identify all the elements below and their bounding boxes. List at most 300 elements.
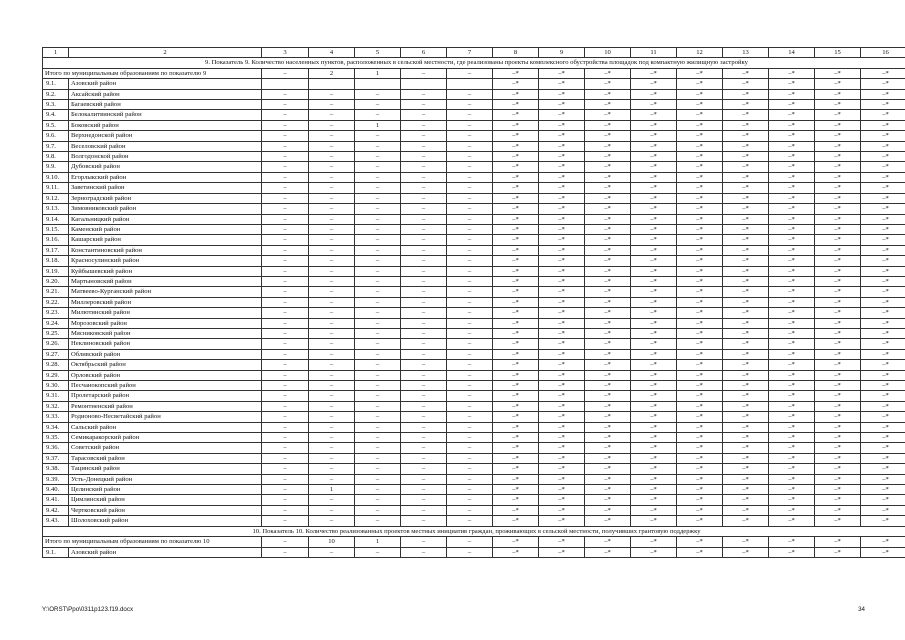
value-cell: –* (815, 297, 861, 307)
total-value: – (447, 68, 493, 78)
value-cell: – (401, 339, 447, 349)
value-cell: – (401, 89, 447, 99)
value-cell: –* (539, 349, 585, 359)
row-number: 9.27. (43, 349, 69, 359)
value-cell: –* (861, 308, 905, 318)
value-cell: – (355, 485, 401, 495)
value-cell: –* (861, 297, 905, 307)
value-cell: – (447, 224, 493, 234)
value-cell: –* (723, 412, 769, 422)
value-cell: – (447, 297, 493, 307)
value-cell: –* (861, 162, 905, 172)
value-cell: –* (631, 204, 677, 214)
value-cell: –* (585, 308, 631, 318)
header-cell: 13 (723, 48, 769, 58)
value-cell: –* (493, 401, 539, 411)
value-cell: –* (723, 464, 769, 474)
row-number: 9.22. (43, 297, 69, 307)
value-cell: –* (815, 276, 861, 286)
section-title-row (43, 58, 905, 68)
district-name: Шолоховский район (69, 516, 262, 526)
district-name: Зерноградский район (69, 193, 262, 203)
value-cell: – (401, 162, 447, 172)
value-cell: –* (493, 172, 539, 182)
value-cell: –* (585, 131, 631, 141)
value-cell: –* (585, 474, 631, 484)
value-cell: –* (861, 172, 905, 182)
total-value: –* (631, 537, 677, 547)
indicator-table (42, 47, 905, 558)
value-cell: –* (493, 474, 539, 484)
value-cell: – (447, 100, 493, 110)
value-cell: – (447, 422, 493, 432)
value-cell: –* (723, 266, 769, 276)
value-cell: – (447, 204, 493, 214)
value-cell: –* (631, 89, 677, 99)
value-cell: –* (539, 401, 585, 411)
value-cell: –* (815, 120, 861, 130)
row-number: 9.15. (43, 224, 69, 234)
value-cell: – (401, 464, 447, 474)
value-cell: –* (539, 516, 585, 526)
district-name: Родионово-Несветайский район (69, 412, 262, 422)
value-cell: – (447, 193, 493, 203)
value-cell: –* (585, 318, 631, 328)
value-cell: – (355, 287, 401, 297)
value-cell: – (309, 464, 355, 474)
value-cell: –* (539, 505, 585, 515)
header-cell: 14 (769, 48, 815, 58)
value-cell: – (355, 141, 401, 151)
value-cell: – (355, 464, 401, 474)
row-number: 9.42. (43, 505, 69, 515)
value-cell: – (309, 433, 355, 443)
value-cell: –* (677, 433, 723, 443)
table-row (43, 391, 905, 401)
value-cell: –* (493, 224, 539, 234)
value-cell: – (447, 152, 493, 162)
header-cell: 3 (262, 48, 309, 58)
value-cell: – (355, 183, 401, 193)
value-cell: –* (723, 152, 769, 162)
value-cell: –* (677, 474, 723, 484)
value-cell: –* (585, 89, 631, 99)
value-cell: – (447, 412, 493, 422)
value-cell: –* (539, 152, 585, 162)
row-number: 9.36. (43, 443, 69, 453)
district-name: Милютинский район (69, 308, 262, 318)
value-cell: –* (861, 110, 905, 120)
value-cell: –* (769, 328, 815, 338)
value-cell (309, 79, 355, 89)
value-cell: – (355, 131, 401, 141)
value-cell: –* (861, 183, 905, 193)
district-name: Красносулинский район (69, 256, 262, 266)
value-cell: – (262, 339, 309, 349)
value-cell: – (309, 308, 355, 318)
value-cell: – (262, 172, 309, 182)
value-cell: 1 (355, 120, 401, 130)
table-row (43, 120, 905, 130)
total-value: –* (585, 68, 631, 78)
value-cell: –* (677, 245, 723, 255)
value-cell: – (355, 381, 401, 391)
value-cell (447, 79, 493, 89)
value-cell: –* (815, 308, 861, 318)
value-cell: –* (677, 204, 723, 214)
table-row (43, 152, 905, 162)
value-cell: –* (861, 422, 905, 432)
value-cell: –* (769, 453, 815, 463)
row-number: 9.12. (43, 193, 69, 203)
value-cell: – (262, 349, 309, 359)
value-cell: – (309, 245, 355, 255)
value-cell: – (447, 235, 493, 245)
value-cell: –* (769, 245, 815, 255)
total-value: – (401, 537, 447, 547)
district-name: Матвеево-Курганский район (69, 287, 262, 297)
value-cell: –* (585, 328, 631, 338)
value-cell: –* (769, 152, 815, 162)
value-cell: –* (769, 381, 815, 391)
value-cell: –* (631, 172, 677, 182)
value-cell: – (309, 381, 355, 391)
value-cell: –* (631, 276, 677, 286)
value-cell: –* (539, 547, 585, 557)
value-cell: –* (677, 339, 723, 349)
value-cell: –* (493, 245, 539, 255)
value-cell: – (309, 339, 355, 349)
value-cell: – (355, 110, 401, 120)
value-cell: –* (861, 100, 905, 110)
header-cell: 7 (447, 48, 493, 58)
value-cell: –* (539, 433, 585, 443)
value-cell: –* (539, 224, 585, 234)
row-number: 9.16. (43, 235, 69, 245)
value-cell: – (401, 381, 447, 391)
value-cell: –* (493, 516, 539, 526)
value-cell: –* (631, 162, 677, 172)
value-cell: –* (815, 464, 861, 474)
value-cell: – (447, 308, 493, 318)
district-name: Ремонтненский район (69, 401, 262, 411)
value-cell: – (355, 422, 401, 432)
district-name: Целинский район (69, 485, 262, 495)
value-cell: –* (723, 485, 769, 495)
value-cell: –* (769, 120, 815, 130)
value-cell: –* (585, 433, 631, 443)
value-cell: –* (539, 474, 585, 484)
value-cell: – (355, 245, 401, 255)
value-cell: –* (723, 339, 769, 349)
value-cell: –* (815, 214, 861, 224)
total-row (43, 537, 905, 547)
district-name: Азовский район (69, 547, 262, 557)
value-cell: –* (815, 505, 861, 515)
value-cell: – (309, 152, 355, 162)
value-cell: –* (631, 474, 677, 484)
value-cell: –* (815, 391, 861, 401)
value-cell: – (447, 433, 493, 443)
value-cell: – (447, 547, 493, 557)
total-label: Итого по муниципальным образованиям по показателю 9 (43, 68, 262, 78)
value-cell: –* (585, 245, 631, 255)
district-name: Орловский район (69, 370, 262, 380)
value-cell: –* (861, 339, 905, 349)
district-name: Усть-Донецкий район (69, 474, 262, 484)
value-cell: –* (861, 318, 905, 328)
value-cell: – (262, 495, 309, 505)
value-cell: – (355, 360, 401, 370)
value-cell: –* (677, 256, 723, 266)
value-cell: –* (585, 401, 631, 411)
value-cell: – (262, 505, 309, 515)
value-cell: – (401, 287, 447, 297)
value-cell: – (355, 339, 401, 349)
value-cell: –* (769, 110, 815, 120)
value-cell: –* (723, 204, 769, 214)
value-cell: –* (815, 204, 861, 214)
total-value: – (262, 68, 309, 78)
value-cell: – (262, 141, 309, 151)
total-value: – (447, 537, 493, 547)
total-value: –* (677, 68, 723, 78)
value-cell: –* (815, 495, 861, 505)
value-cell: – (401, 547, 447, 557)
table-row (43, 297, 905, 307)
value-cell: –* (585, 412, 631, 422)
value-cell: –* (677, 141, 723, 151)
header-cell: 6 (401, 48, 447, 58)
table-row (43, 141, 905, 151)
row-number: 9.43. (43, 516, 69, 526)
value-cell: –* (631, 256, 677, 266)
value-cell: –* (539, 308, 585, 318)
value-cell: –* (585, 485, 631, 495)
value-cell: –* (677, 318, 723, 328)
value-cell: –* (861, 495, 905, 505)
value-cell: –* (769, 505, 815, 515)
value-cell: –* (861, 485, 905, 495)
value-cell: –* (539, 287, 585, 297)
table-row (43, 412, 905, 422)
value-cell: – (447, 89, 493, 99)
value-cell: –* (815, 453, 861, 463)
value-cell: –* (585, 79, 631, 89)
row-number: 9.9. (43, 162, 69, 172)
value-cell: – (309, 224, 355, 234)
value-cell: – (262, 412, 309, 422)
value-cell: – (355, 433, 401, 443)
value-cell: – (355, 100, 401, 110)
value-cell: –* (631, 100, 677, 110)
value-cell: –* (861, 266, 905, 276)
value-cell: – (262, 547, 309, 557)
row-number: 9.20. (43, 276, 69, 286)
value-cell: – (262, 287, 309, 297)
value-cell: –* (723, 401, 769, 411)
value-cell: –* (539, 79, 585, 89)
value-cell: – (355, 172, 401, 182)
value-cell: –* (723, 131, 769, 141)
value-cell: –* (815, 401, 861, 411)
value-cell: – (401, 183, 447, 193)
value-cell: – (262, 183, 309, 193)
value-cell: –* (861, 131, 905, 141)
value-cell: – (309, 328, 355, 338)
value-cell: – (309, 287, 355, 297)
value-cell: –* (631, 245, 677, 255)
row-number: 9.14. (43, 214, 69, 224)
value-cell: –* (861, 349, 905, 359)
value-cell: – (309, 131, 355, 141)
value-cell: –* (677, 131, 723, 141)
value-cell: –* (723, 474, 769, 484)
row-number: 9.24. (43, 318, 69, 328)
table-body (43, 48, 905, 558)
value-cell: – (355, 214, 401, 224)
value-cell: – (262, 433, 309, 443)
value-cell: –* (631, 318, 677, 328)
total-value: –* (815, 68, 861, 78)
value-cell: –* (723, 328, 769, 338)
value-cell: – (309, 505, 355, 515)
value-cell: – (309, 183, 355, 193)
value-cell: – (401, 328, 447, 338)
value-cell: – (401, 516, 447, 526)
value-cell: –* (631, 183, 677, 193)
value-cell: –* (815, 287, 861, 297)
value-cell: –* (769, 547, 815, 557)
value-cell: – (355, 224, 401, 234)
value-cell: –* (539, 360, 585, 370)
value-cell: – (355, 443, 401, 453)
value-cell: – (262, 162, 309, 172)
value-cell: –* (815, 370, 861, 380)
value-cell: – (447, 120, 493, 130)
value-cell: –* (493, 349, 539, 359)
value-cell: –* (677, 422, 723, 432)
value-cell: –* (677, 464, 723, 474)
value-cell: – (309, 172, 355, 182)
value-cell: – (401, 422, 447, 432)
value-cell: – (262, 391, 309, 401)
row-number: 9.34. (43, 422, 69, 432)
value-cell: –* (631, 485, 677, 495)
district-name: Неклиновский район (69, 339, 262, 349)
page-number: 34 (858, 606, 865, 613)
table-row (43, 505, 905, 515)
value-cell: –* (861, 204, 905, 214)
value-cell: – (262, 266, 309, 276)
value-cell: –* (769, 162, 815, 172)
value-cell: – (355, 152, 401, 162)
value-cell: –* (769, 193, 815, 203)
value-cell: –* (493, 120, 539, 130)
district-name: Зимовниковский район (69, 204, 262, 214)
value-cell: –* (723, 89, 769, 99)
value-cell: –* (631, 381, 677, 391)
value-cell: –* (539, 328, 585, 338)
value-cell: – (262, 485, 309, 495)
value-cell: –* (539, 453, 585, 463)
value-cell: – (309, 193, 355, 203)
value-cell: –* (539, 162, 585, 172)
value-cell: –* (815, 381, 861, 391)
value-cell: –* (769, 516, 815, 526)
value-cell: –* (677, 266, 723, 276)
value-cell: – (401, 370, 447, 380)
value-cell: –* (861, 547, 905, 557)
value-cell: –* (861, 120, 905, 130)
value-cell: – (262, 443, 309, 453)
district-name: Дубовский район (69, 162, 262, 172)
value-cell: – (401, 401, 447, 411)
total-value: –* (723, 68, 769, 78)
value-cell: – (355, 318, 401, 328)
value-cell: –* (769, 89, 815, 99)
total-value: –* (861, 537, 905, 547)
value-cell: –* (861, 328, 905, 338)
value-cell: – (447, 256, 493, 266)
value-cell: – (447, 339, 493, 349)
row-number: 9.10. (43, 172, 69, 182)
district-name: Заветинский район (69, 183, 262, 193)
row-number: 9.8. (43, 152, 69, 162)
value-cell: – (447, 318, 493, 328)
value-cell: – (355, 505, 401, 515)
table-row (43, 381, 905, 391)
value-cell: –* (539, 204, 585, 214)
table-row (43, 464, 905, 474)
value-cell: – (447, 474, 493, 484)
row-number: 9.6. (43, 131, 69, 141)
value-cell: 1 (309, 485, 355, 495)
value-cell: –* (539, 214, 585, 224)
value-cell: –* (585, 266, 631, 276)
district-name: Цимлянский район (69, 495, 262, 505)
value-cell: –* (815, 235, 861, 245)
value-cell: –* (539, 370, 585, 380)
value-cell: –* (677, 297, 723, 307)
value-cell: – (447, 214, 493, 224)
value-cell: –* (677, 412, 723, 422)
header-cell: 1 (43, 48, 69, 58)
row-number: 9.38. (43, 464, 69, 474)
district-name: Боковский район (69, 120, 262, 130)
value-cell: – (262, 464, 309, 474)
row-number: 9.25. (43, 328, 69, 338)
value-cell: –* (769, 183, 815, 193)
value-cell: –* (539, 131, 585, 141)
row-number: 9.7. (43, 141, 69, 151)
total-value: –* (539, 68, 585, 78)
value-cell: – (355, 328, 401, 338)
value-cell: –* (769, 339, 815, 349)
value-cell: –* (493, 453, 539, 463)
district-name: Обливский район (69, 349, 262, 359)
row-number: 9.41. (43, 495, 69, 505)
value-cell: – (401, 235, 447, 245)
value-cell: –* (631, 266, 677, 276)
value-cell: –* (539, 245, 585, 255)
value-cell: –* (539, 193, 585, 203)
value-cell: –* (815, 547, 861, 557)
value-cell: –* (677, 328, 723, 338)
table-row (43, 266, 905, 276)
value-cell: – (401, 120, 447, 130)
value-cell: – (309, 266, 355, 276)
